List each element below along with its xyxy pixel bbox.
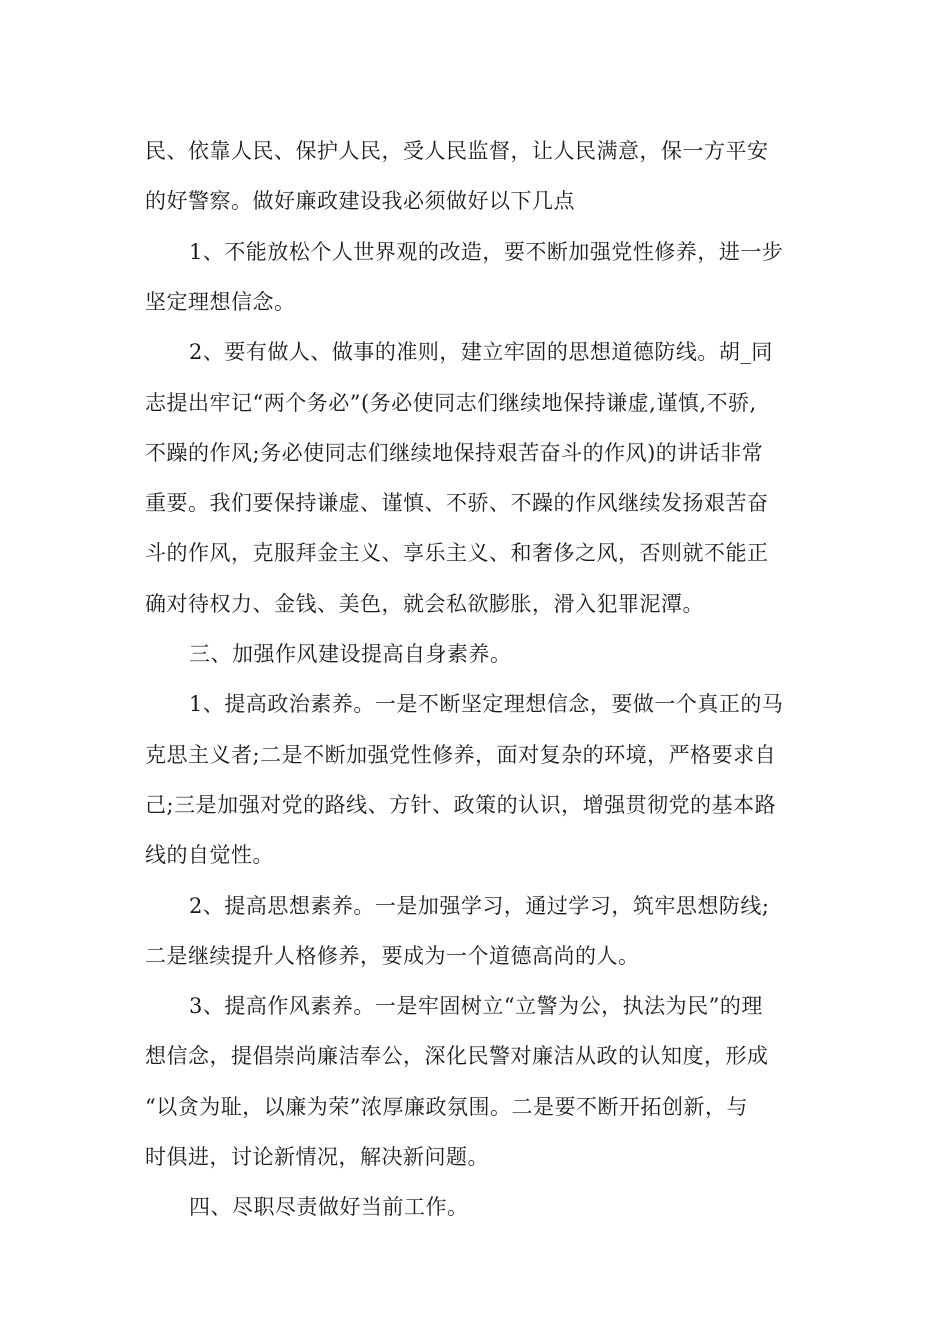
paragraph-line: 2、提高思想素养。一是加强学习，通过学习，筑牢思想防线; [189,894,770,918]
text-line: 确对待权力、金钱、美色，就会私欲膨胀，滑入犯罪泥潭。 [145,592,704,616]
paragraph-line: 3、提高作风素养。一是牢固树立“立警为公，执法为民”的理 [189,994,763,1018]
text-line: “以贪为耻，以廉为荣”浓厚廉政氛围。二是要不断开拓创新，与 [145,1095,748,1119]
text-line: 的好警察。做好廉政建设我必须做好以下几点 [145,189,575,213]
text-line: 二是继续提升人格修养，要成为一个道德高尚的人。 [145,944,640,968]
text-line: 坚定理想信念。 [145,290,296,314]
paragraph-line: 2、要有做人、做事的准则，建立牢固的思想道德防线。胡_同 [189,340,773,364]
section-heading: 三、加强作风建设提高自身素养。 [189,642,512,666]
text-line: 不躁的作风;务必使同志们继续地保持艰苦奋斗的作风)的讲话非常 [145,441,764,465]
text-line: 志提出牢记“两个务必”(务必使同志们继续地保持谦虚,谨慎,不骄, [145,391,757,415]
text-line: 克思主义者;二是不断加强党性修养，面对复杂的环境，严格要求自 [145,743,777,767]
section-heading: 四、尽职尽责做好当前工作。 [189,1195,469,1219]
text-line: 斗的作风，克服拜金主义、享乐主义、和奢侈之风，否则就不能正 [145,541,769,565]
paragraph-line: 1、不能放松个人世界观的改造，要不断加强党性修养，进一步 [189,240,784,264]
text-line: 线的自觉性。 [145,843,274,867]
text-line: 己;三是加强对党的路线、方针、政策的认识，增强贯彻党的基本路 [145,793,777,817]
text-line: 重要。我们要保持谦虚、谨慎、不骄、不躁的作风继续发扬艰苦奋 [145,491,769,515]
text-line: 民、依靠人民、保护人民，受人民监督，让人民满意，保一方平安 [145,139,769,163]
text-line: 时俱进，讨论新情况，解决新问题。 [145,1145,489,1169]
text-line: 想信念，提倡崇尚廉洁奉公，深化民警对廉洁从政的认知度，形成 [145,1044,769,1068]
paragraph-line: 1、提高政治素养。一是不断坚定理想信念，要做一个真正的马 [189,692,784,716]
